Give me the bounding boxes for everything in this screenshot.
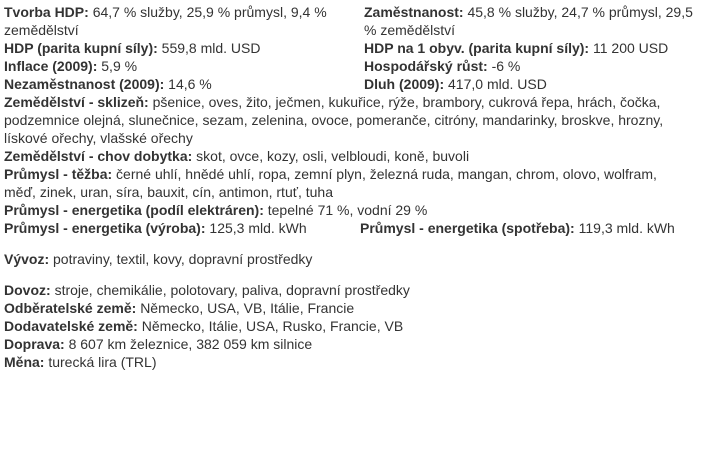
mena-label: Měna: bbox=[4, 354, 45, 370]
dovoz bbox=[4, 281, 709, 299]
hosp-rust bbox=[364, 57, 709, 75]
vyvoz-label: Vývoz: bbox=[4, 251, 50, 267]
row-hdp-parita bbox=[4, 39, 709, 57]
zamestnanost-value: 45,8 % služby, 24,7 % průmysl, 29,5 % zemědělství bbox=[364, 4, 693, 38]
row-nezamestnanost bbox=[4, 75, 709, 93]
inflace-value: 5,9 % bbox=[101, 58, 138, 74]
doprava bbox=[4, 335, 709, 353]
hosp-rust-label: Hospodářský růst: bbox=[364, 58, 488, 74]
prum-energ-vyroba-label: Průmysl - energetika (výroba): bbox=[4, 220, 206, 236]
zem-sklizen-value: pšenice, oves, žito, ječmen, kukuřice, rýže, brambory, cukrová řepa, hrách, čočka, podzemnice olejná, slunečnice, sezam, zelenina, ovoce, pomeranče, citróny, mandarinky, broskve, hrozny, lískové ořechy, vlašské ořechy bbox=[4, 94, 664, 146]
inflace bbox=[4, 57, 364, 75]
spacer bbox=[4, 237, 709, 250]
vyvoz bbox=[4, 250, 709, 268]
zem-chov-label: Zemědělství - chov dobytka: bbox=[4, 148, 193, 164]
prum-energ-podil-value: tepelné 71 %, vodní 29 % bbox=[267, 202, 428, 218]
spacer bbox=[4, 268, 709, 281]
nezamestnanost-value: 14,6 % bbox=[168, 76, 212, 92]
prum-energ-vyroba bbox=[4, 219, 360, 237]
dodavatelske-value: Německo, Itálie, USA, Rusko, Francie, VB bbox=[141, 318, 404, 334]
zamestnanost-label: Zaměstnanost: bbox=[364, 4, 464, 20]
doprava-value: 8 607 km železnice, 382 059 km silnice bbox=[68, 336, 313, 352]
doprava-label: Doprava: bbox=[4, 336, 65, 352]
economy-info bbox=[4, 3, 709, 371]
dluh bbox=[364, 75, 709, 93]
inflace-label: Inflace (2009): bbox=[4, 58, 98, 74]
odberatelske-label: Odběratelské země: bbox=[4, 300, 137, 316]
row-hdp-employment bbox=[4, 3, 709, 39]
tvorba-hdp bbox=[4, 3, 364, 39]
prum-energ-podil bbox=[4, 201, 709, 219]
zem-sklizen bbox=[4, 93, 709, 147]
dluh-label: Dluh (2009): bbox=[364, 76, 445, 92]
zem-chov bbox=[4, 147, 709, 165]
vyvoz-value: potraviny, textil, kovy, dopravní prostředky bbox=[53, 251, 313, 267]
prum-energ-spotreba-value: 119,3 mld. kWh bbox=[578, 220, 675, 236]
dluh-value: 417,0 mld. USD bbox=[448, 76, 547, 92]
hdp-na-obyv-label: HDP na 1 obyv. (parita kupní síly): bbox=[364, 40, 590, 56]
hosp-rust-value: -6 % bbox=[491, 58, 521, 74]
odberatelske bbox=[4, 299, 709, 317]
nezamestnanost bbox=[4, 75, 364, 93]
prum-tezba bbox=[4, 165, 676, 201]
hdp-na-obyv-value: 11 200 USD bbox=[592, 40, 669, 56]
prum-energ-vyroba-value: 125,3 mld. kWh bbox=[209, 220, 307, 236]
hdp-parita-label: HDP (parita kupní síly): bbox=[4, 40, 158, 56]
row-inflace bbox=[4, 57, 709, 75]
hdp-parita-value: 559,8 mld. USD bbox=[161, 40, 261, 56]
prum-energ-spotreba bbox=[360, 219, 709, 237]
dodavatelske-label: Dodavatelské země: bbox=[4, 318, 138, 334]
dodavatelske bbox=[4, 317, 709, 335]
tvorba-hdp-value: 64,7 % služby, 25,9 % průmysl, 9,4 % zemědělství bbox=[4, 4, 327, 38]
hdp-parita bbox=[4, 39, 364, 57]
row-energ bbox=[4, 219, 709, 237]
mena bbox=[4, 353, 709, 371]
odberatelske-value: Německo, USA, VB, Itálie, Francie bbox=[140, 300, 355, 316]
prum-tezba-label: Průmysl - těžba: bbox=[4, 166, 113, 182]
tvorba-hdp-label: Tvorba HDP: bbox=[4, 4, 89, 20]
dovoz-value: stroje, chemikálie, polotovary, paliva, dopravní prostředky bbox=[54, 282, 410, 298]
mena-value: turecká lira (TRL) bbox=[48, 354, 157, 370]
prum-tezba-value: černé uhlí, hnědé uhlí, ropa, zemní plyn, železná ruda, mangan, chrom, olovo, wolfram, měď, zinek, uran, síra, bauxit, cín, antimon, rtuť, tuha bbox=[4, 166, 657, 200]
prum-energ-podil-label: Průmysl - energetika (podíl elektráren): bbox=[4, 202, 264, 218]
prum-energ-spotreba-label: Průmysl - energetika (spotřeba): bbox=[360, 220, 575, 236]
hdp-na-obyv bbox=[364, 39, 709, 57]
dovoz-label: Dovoz: bbox=[4, 282, 51, 298]
zem-sklizen-label: Zemědělství - sklizeň: bbox=[4, 94, 149, 110]
zamestnanost bbox=[364, 3, 709, 39]
zem-chov-value: skot, ovce, kozy, osli, velbloudi, koně, buvoli bbox=[196, 148, 470, 164]
nezamestnanost-label: Nezaměstnanost (2009): bbox=[4, 76, 165, 92]
